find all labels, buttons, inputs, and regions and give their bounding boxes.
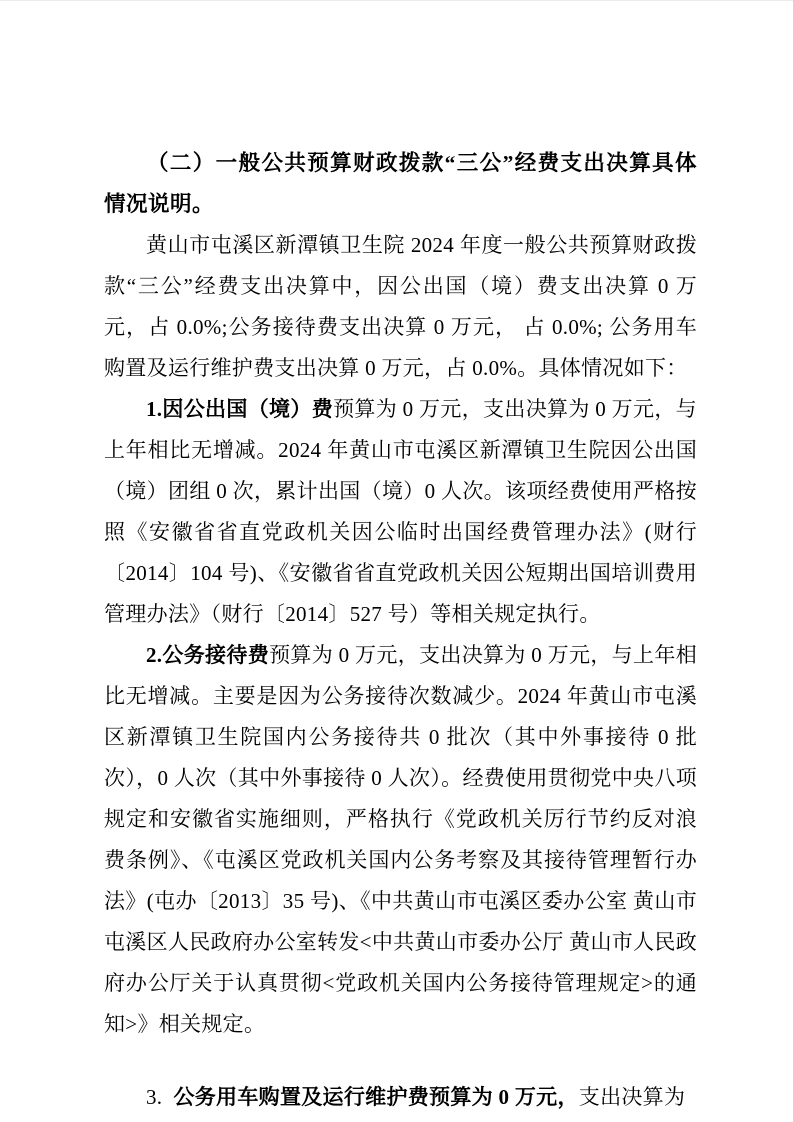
para-item1-abroad-run: 预算为 0 万元，支出决算为 0 万元，与上年相比无增减。2024 年黄山市屯溪区新潭镇卫生院因公出国（境）团组 0 次，累计出国（境）0 人次。该项经费使用严格按照《安徽省省直党政机关因公临时出国经费管理办法》(财行〔2014〕104 号)、《安徽省省直党政机关因公短期出国培训费用管理办法》（财行〔2014〕527 号）等相关规定执行。	[104, 397, 697, 626]
para-overview	[104, 225, 697, 389]
document-body	[104, 225, 697, 1118]
para-item2-reception-bold-run: 2.公务接待费	[146, 643, 270, 667]
para-item3-vehicle-run: 支出决算为	[578, 1085, 686, 1109]
para-item3-vehicle	[104, 1077, 697, 1118]
para-item3-vehicle-run: 3.	[146, 1085, 174, 1109]
para-item2-reception-run: 预算为 0 万元，支出决算为 0 万元，与上年相比无增减。主要是因为公务接待次数减少。2024 年黄山市屯溪区新潭镇卫生院国内公务接待共 0 批次（其中外事接待 0 批次），0 人次（其中外事接待 0 人次）。经费使用贯彻党中央八项规定和安徽省实施细则，严格执行《党政机关厉行节约反对浪费条例》、《屯溪区党政机关国内公务考察及其接待管理暂行办法》(屯办〔2013〕35 号)、《中共黄山市屯溪区委办公室 黄山市屯溪区人民政府办公室转发<中共黄山市委办公厅 黄山市人民政府办公厅关于认真贯彻<党政机关国内公务接待管理规定>的通知>》相关规定。	[104, 643, 697, 1036]
para-item2-reception	[104, 635, 697, 1045]
section-heading: （二）一般公共预算财政拨款“三公”经费支出决算具体情况说明。	[104, 151, 697, 216]
para-item1-abroad	[104, 389, 697, 635]
para-item3-vehicle-bold-run: 公务用车购置及运行维护费预算为 0 万元，	[173, 1085, 579, 1109]
para-item1-abroad-bold-run: 1.因公出国（境）费	[146, 397, 334, 421]
para-overview-run: 黄山市屯溪区新潭镇卫生院 2024 年度一般公共预算财政拨款“三公”经费支出决算中，因公出国（境）费支出决算 0 万元，占 0.0%;公务接待费支出决算 0 万元， 占 0.0%; 公务用车购置及运行维护费支出决算 0 万元，占 0.0%。具体情况如下：	[104, 233, 697, 380]
